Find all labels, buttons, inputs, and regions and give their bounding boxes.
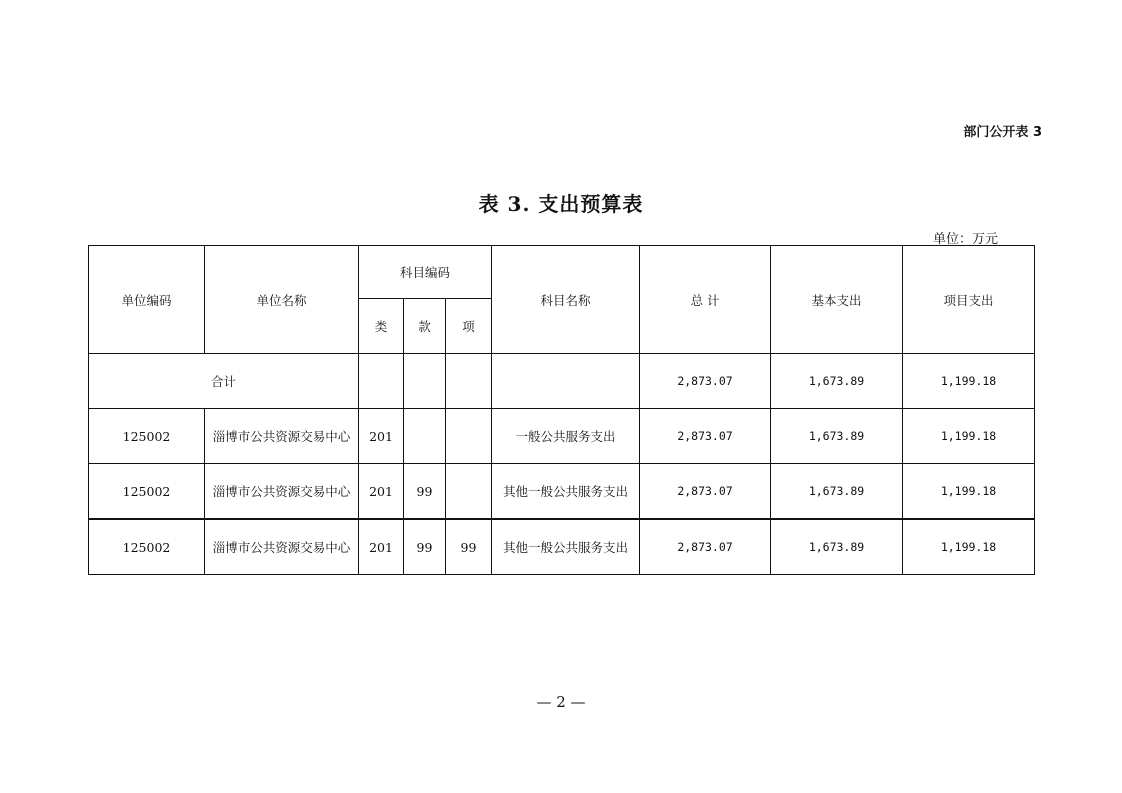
total-basic: 1,673.89 — [771, 354, 903, 409]
cell-lei: 201 — [359, 409, 404, 464]
cell-lei: 201 — [359, 519, 404, 575]
cell-xiang: 99 — [446, 519, 492, 575]
cell-unit-name: 淄博市公共资源交易中心 — [205, 464, 359, 520]
total-xiang — [446, 354, 492, 409]
header-subject-name: 科目名称 — [492, 246, 640, 354]
header-subject-code: 科目编码 — [359, 246, 492, 299]
header-lei: 类 — [359, 299, 404, 354]
cell-unit-name: 淄博市公共资源交易中心 — [205, 519, 359, 575]
cell-basic: 1,673.89 — [771, 464, 903, 520]
cell-unit-code: 125002 — [89, 464, 205, 520]
cell-subject-name: 其他一般公共服务支出 — [492, 464, 640, 520]
document-tag: 部门公开表 3 — [963, 125, 1042, 140]
cell-kuan — [404, 409, 446, 464]
expenditure-budget-table — [88, 245, 1035, 575]
unit-label: 单位：万元 — [932, 232, 998, 247]
cell-unit-code: 125002 — [89, 409, 205, 464]
header-kuan: 款 — [404, 299, 446, 354]
total-project: 1,199.18 — [903, 354, 1035, 409]
cell-total: 2,873.07 — [640, 519, 771, 575]
total-lei — [359, 354, 404, 409]
cell-subject-name: 其他一般公共服务支出 — [492, 519, 640, 575]
header-unit-code: 单位编码 — [89, 246, 205, 354]
header-total: 总 计 — [640, 246, 771, 354]
table-row — [89, 409, 1035, 464]
cell-project: 1,199.18 — [903, 519, 1035, 575]
cell-project: 1,199.18 — [903, 464, 1035, 520]
header-unit-name: 单位名称 — [205, 246, 359, 354]
total-total: 2,873.07 — [640, 354, 771, 409]
table-row — [89, 519, 1035, 575]
header-xiang: 项 — [446, 299, 492, 354]
cell-subject-name: 一般公共服务支出 — [492, 409, 640, 464]
total-kuan — [404, 354, 446, 409]
cell-project: 1,199.18 — [903, 409, 1035, 464]
cell-xiang — [446, 409, 492, 464]
header-row — [89, 246, 1035, 299]
cell-unit-code: 125002 — [89, 519, 205, 575]
cell-xiang — [446, 464, 492, 520]
header-project-expenditure: 项目支出 — [903, 246, 1035, 354]
page-number: — 2 — — [536, 693, 586, 711]
document-title: 表 3. 支出预算表 — [478, 192, 644, 216]
total-subject-name — [492, 354, 640, 409]
table-row — [89, 464, 1035, 520]
cell-basic: 1,673.89 — [771, 519, 903, 575]
cell-kuan: 99 — [404, 519, 446, 575]
total-row — [89, 354, 1035, 409]
cell-unit-name: 淄博市公共资源交易中心 — [205, 409, 359, 464]
cell-basic: 1,673.89 — [771, 409, 903, 464]
cell-total: 2,873.07 — [640, 464, 771, 520]
cell-total: 2,873.07 — [640, 409, 771, 464]
header-basic-expenditure: 基本支出 — [771, 246, 903, 354]
total-label: 合计 — [89, 354, 359, 409]
cell-lei: 201 — [359, 464, 404, 520]
cell-kuan: 99 — [404, 464, 446, 520]
